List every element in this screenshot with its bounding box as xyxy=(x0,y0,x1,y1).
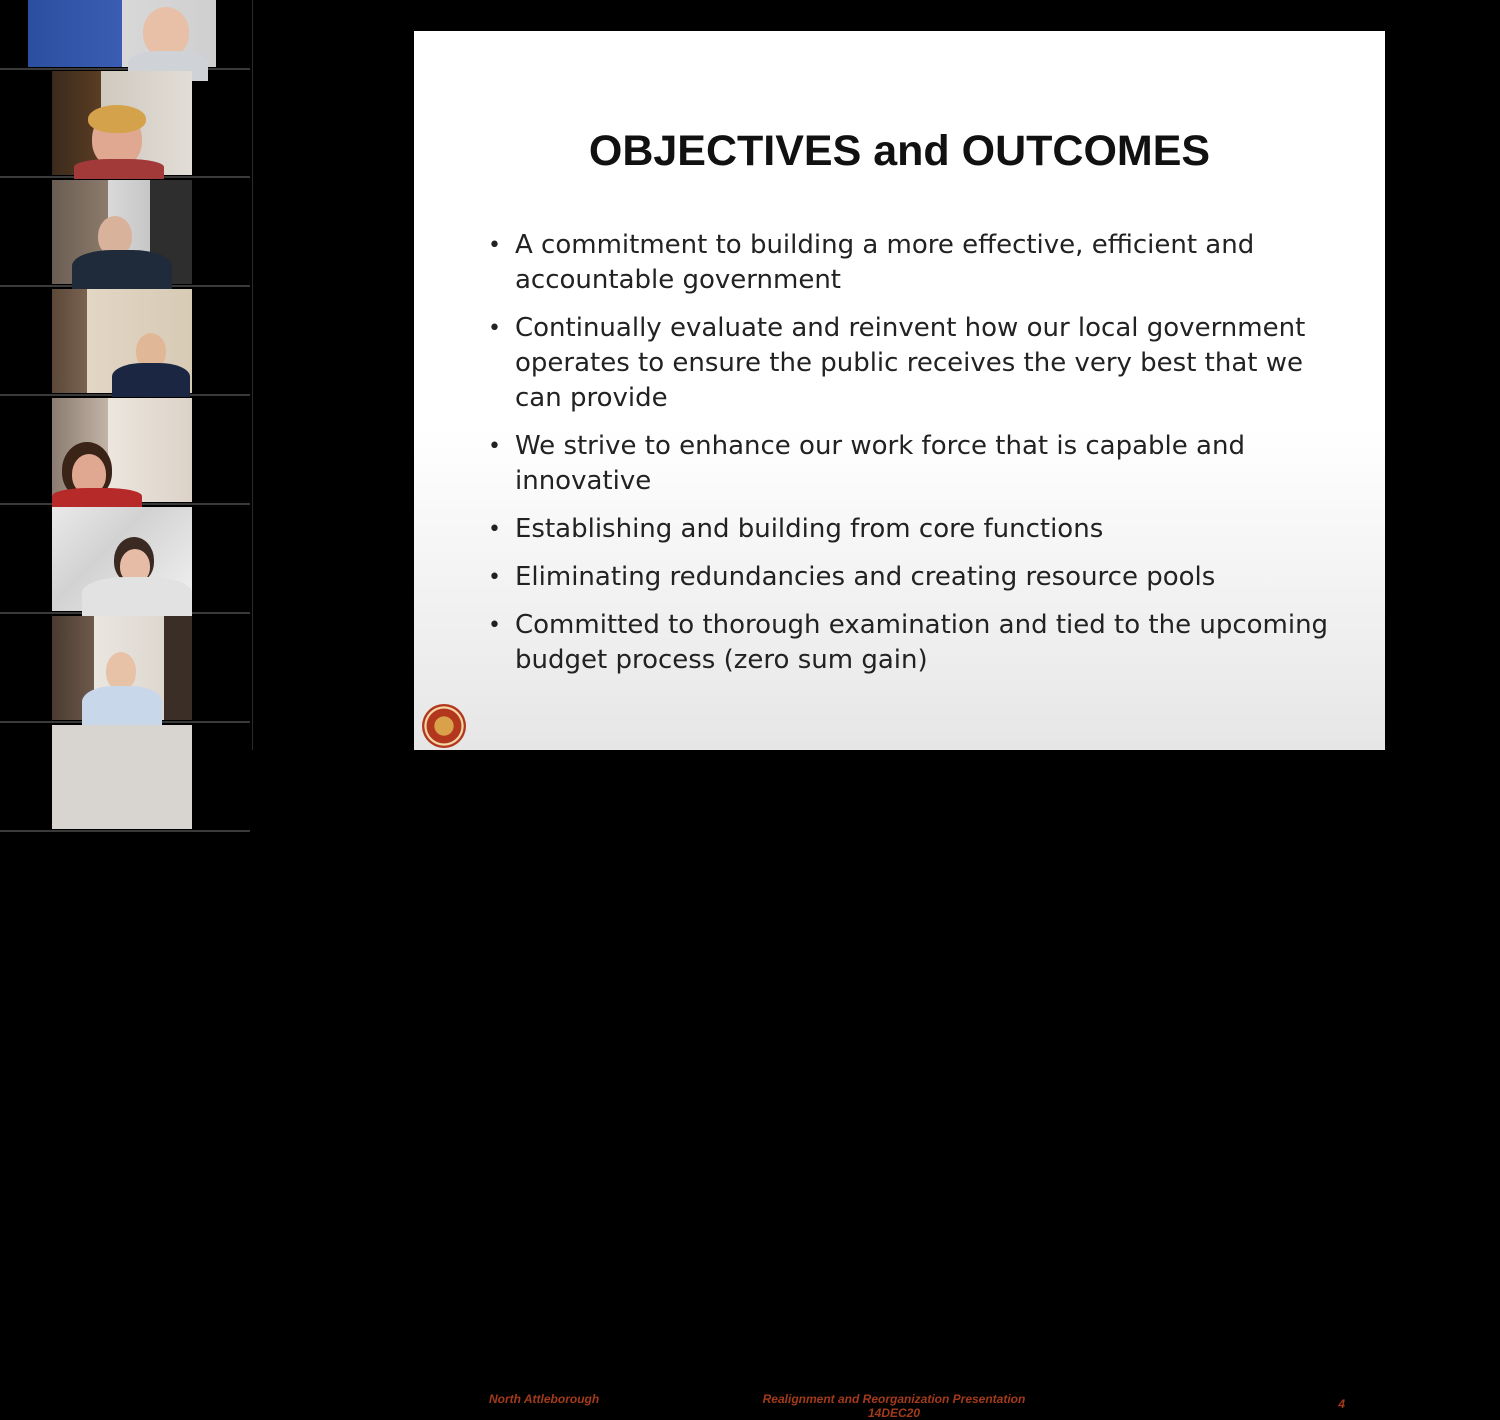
footer-presentation-title xyxy=(734,1392,1054,1420)
slide-bullet xyxy=(488,608,1348,678)
participant-tile-1[interactable] xyxy=(0,0,250,70)
participant-tile-7[interactable] xyxy=(0,615,250,723)
slide-page-number: 4 xyxy=(1338,1397,1345,1411)
shared-slide xyxy=(414,31,1385,1420)
slide-bullet xyxy=(488,560,1348,595)
participant-tile-2[interactable] xyxy=(0,70,250,178)
slide-bullet-list xyxy=(488,228,1348,691)
slide-footer xyxy=(414,700,1385,1420)
slide-bullet-text: Committed to thorough examination and tied to the upcoming budget process (zero sum gain) xyxy=(515,610,1329,675)
participant-gallery xyxy=(0,0,253,750)
bullet-point-icon: • xyxy=(488,613,501,638)
slide-bullet xyxy=(488,429,1348,499)
bullet-point-icon: • xyxy=(488,434,501,459)
slide-bullet-text: Eliminating redundancies and creating resource pools xyxy=(515,562,1216,592)
slide-bullet xyxy=(488,512,1348,547)
bullet-point-icon: • xyxy=(488,517,501,542)
participant-video-7 xyxy=(52,616,192,720)
participant-tile-4[interactable] xyxy=(0,288,250,396)
footer-title-line: Realignment and Reorganization Presentation xyxy=(762,1392,1026,1406)
participant-video-6 xyxy=(52,507,192,611)
participant-video-2 xyxy=(52,71,192,175)
bullet-point-icon: • xyxy=(488,565,501,590)
participant-tile-8[interactable] xyxy=(0,724,250,832)
slide-bullet-text: We strive to enhance our work force that is capable and innovative xyxy=(515,431,1245,496)
bullet-point-icon: • xyxy=(488,316,501,341)
participant-video-4 xyxy=(52,289,192,393)
footer-date: 14DEC20 xyxy=(867,1406,921,1420)
participant-tile-5[interactable] xyxy=(0,397,250,505)
participant-video-3 xyxy=(52,180,192,284)
participant-tile-6[interactable] xyxy=(0,506,250,614)
slide-bullet xyxy=(488,311,1348,416)
participant-video-5 xyxy=(52,398,192,502)
footer-town-name: North Attleborough xyxy=(489,1392,600,1406)
slide-title: OBJECTIVES and OUTCOMES xyxy=(588,127,1211,175)
slide-bullet-text: A commitment to building a more effective, efficient and accountable government xyxy=(515,230,1255,295)
participant-tile-3[interactable] xyxy=(0,179,250,287)
slide-bullet-text: Continually evaluate and reinvent how our local government operates to ensure the public receives the very best that we can provide xyxy=(515,313,1306,413)
participant-video-1 xyxy=(28,0,216,67)
participant-video-8 xyxy=(52,725,192,829)
slide-bullet-text: Establishing and building from core functions xyxy=(515,514,1104,544)
bullet-point-icon: • xyxy=(488,233,501,258)
slide-bullet xyxy=(488,228,1348,298)
